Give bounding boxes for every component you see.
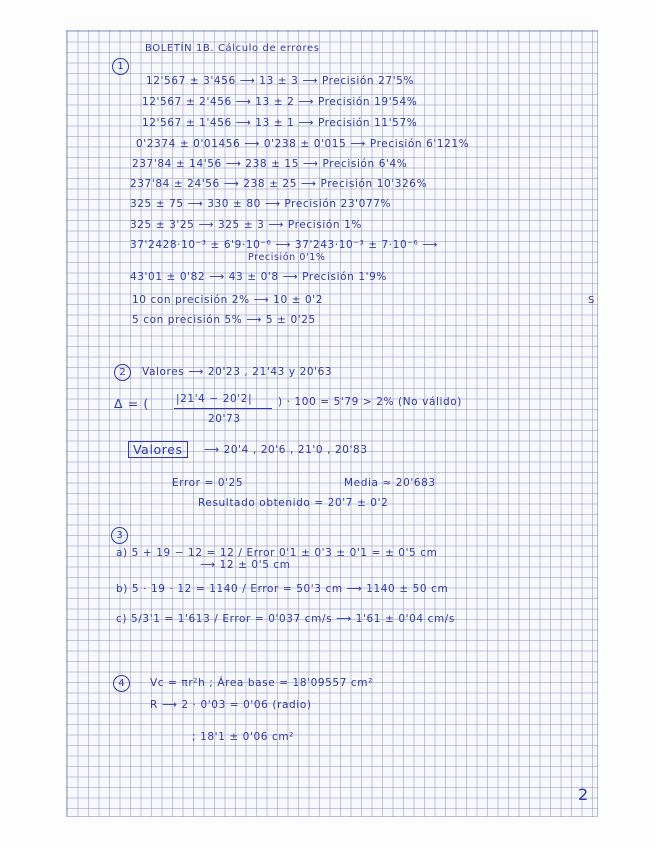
s1-line-9b: Precisión 0'1% (248, 252, 326, 263)
s2-delta-denominator: 20'73 (208, 413, 241, 425)
s1-line-7: 325 ± 75 ⟶ 330 ± 80 ⟶ Precisión 23'077% (130, 198, 392, 210)
s2-media: Media ≈ 20'683 (344, 477, 436, 489)
section-3-marker: 3 (111, 527, 128, 544)
s4-line-1: Vc = πr²h ; Área base = 18'09557 cm² (150, 677, 373, 689)
s1-line-9: 37'2428·10⁻³ ± 6'9·10⁻⁶ ⟶ 37'243·10⁻³ ± 7·10⁻⁶ ⟶ (130, 239, 438, 251)
section-2-marker: 2 (114, 364, 131, 381)
s4-line-2: R ⟶ 2 · 0'03 = 0'06 (radio) (150, 699, 312, 711)
page-number: 2 (578, 785, 589, 804)
s1-line-3: 12'567 ± 1'456 ⟶ 13 ± 1 ⟶ Precisión 11'57% (142, 117, 418, 129)
s2-delta-left: Δ = ( (114, 396, 149, 411)
page-title: BOLETÍN 1B. Cálculo de errores (145, 43, 320, 54)
s1-line-6: 237'84 ± 24'56 ⟶ 238 ± 25 ⟶ Precisión 10'326% (130, 178, 428, 190)
s1-line-12: 5 con precisión 5% ⟶ 5 ± 0'25 (132, 314, 316, 326)
section-4-marker: 4 (113, 675, 130, 692)
s1-line-8: 325 ± 3'25 ⟶ 325 ± 3 ⟶ Precisión 1% (130, 219, 362, 231)
s2-error: Error = 0'25 (172, 477, 244, 489)
margin-mark: S (588, 295, 595, 306)
s2-result: Resultado obtenido = 20'7 ± 0'2 (198, 497, 389, 509)
s3-line-a2: ⟶ 12 ± 0'5 cm (200, 559, 291, 571)
fraction-bar (174, 408, 272, 409)
s2-boxed-label: Valores (128, 441, 188, 458)
s2-values-list: ⟶ 20'4 , 20'6 , 21'0 , 20'83 (204, 444, 368, 456)
s1-line-2: 12'567 ± 2'456 ⟶ 13 ± 2 ⟶ Precisión 19'54% (142, 96, 418, 108)
s1-line-11: 10 con precisión 2% ⟶ 10 ± 0'2 (132, 294, 324, 306)
s4-line-3: ; 18'1 ± 0'06 cm² (192, 731, 294, 743)
s1-line-4: 0'2374 ± 0'01456 ⟶ 0'238 ± 0'015 ⟶ Precisión 6'121% (136, 138, 470, 150)
s3-line-a: a) 5 + 19 − 12 = 12 / Error 0'1 ± 0'3 ± 0'1 = ± 0'5 cm (116, 547, 438, 559)
s1-line-1: 12'567 ± 3'456 ⟶ 13 ± 3 ⟶ Precisión 27'5% (146, 75, 415, 87)
s3-line-c: c) 5/3'1 = 1'613 / Error = 0'037 cm/s ⟶ 1'61 ± 0'04 cm/s (116, 613, 455, 625)
s3-line-b: b) 5 · 19 · 12 = 1140 / Error = 50'3 cm ⟶ 1140 ± 50 cm (116, 583, 449, 595)
s2-delta-numerator: |21'4 − 20'2| (176, 393, 253, 405)
s2-values-line: Valores ⟶ 20'23 , 21'43 y 20'63 (142, 366, 333, 378)
s1-line-10: 43'01 ± 0'82 ⟶ 43 ± 0'8 ⟶ Precisión 1'9% (130, 271, 387, 283)
section-1-marker: 1 (112, 58, 129, 75)
s1-line-5: 237'84 ± 14'56 ⟶ 238 ± 15 ⟶ Precisión 6'4% (132, 158, 408, 170)
s2-delta-right: ) · 100 = 5'79 > 2% (No válido) (278, 396, 463, 408)
